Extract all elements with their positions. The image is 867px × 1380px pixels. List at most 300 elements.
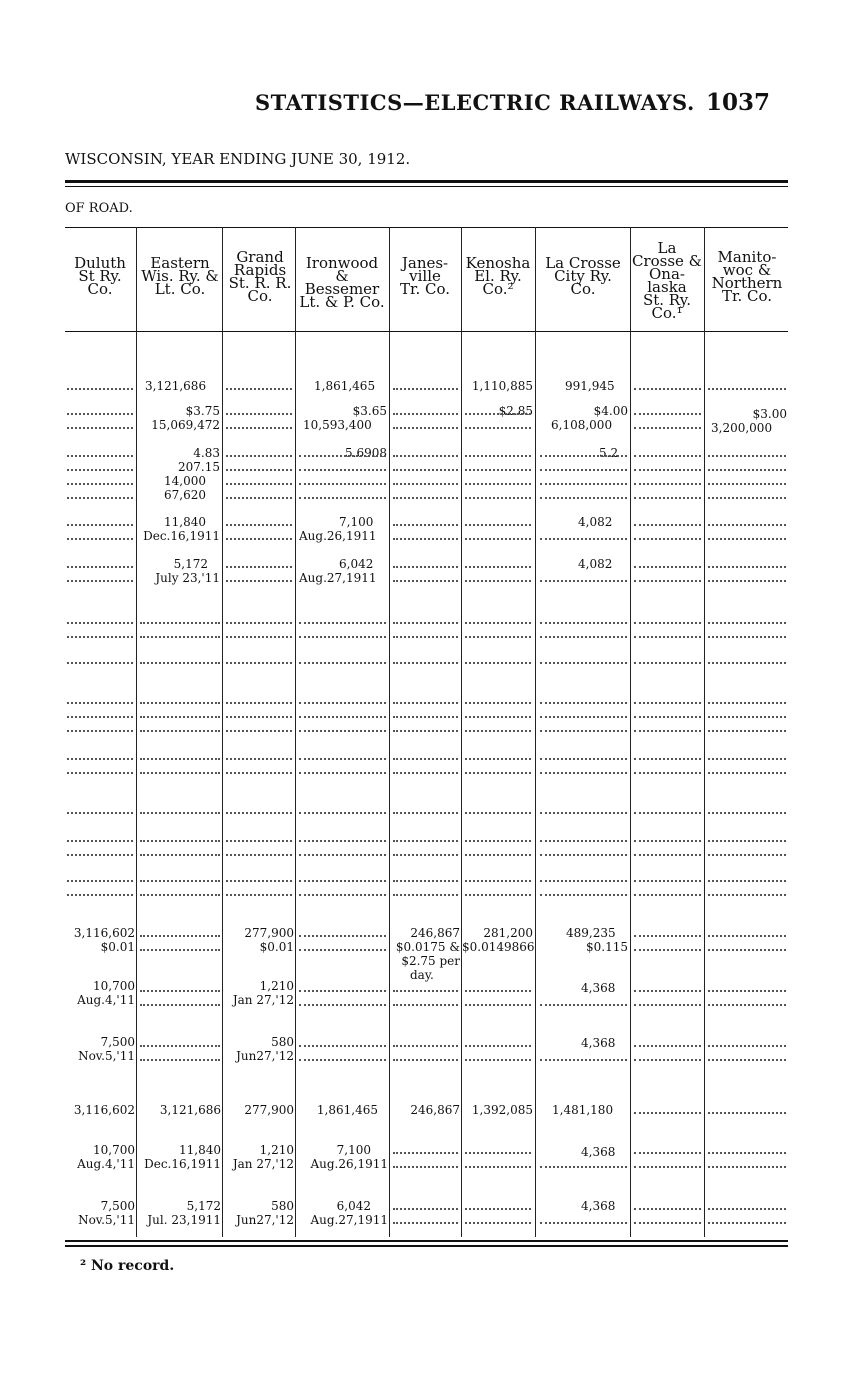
dotted-leader <box>708 880 786 882</box>
dotted-leader <box>634 880 701 882</box>
dotted-leader <box>634 730 701 732</box>
dotted-leader <box>708 497 786 499</box>
dotted-leader <box>540 702 627 704</box>
table-cell: 3,121,686 <box>159 1103 221 1117</box>
dotted-leader <box>540 455 627 457</box>
dotted-leader <box>634 990 701 992</box>
dotted-leader <box>540 622 627 624</box>
dotted-leader <box>393 1045 458 1047</box>
table-cell: $3.65 <box>352 404 387 418</box>
column-divider <box>630 227 631 1237</box>
dotted-leader <box>465 990 531 992</box>
dotted-leader <box>634 854 701 856</box>
column-header-janesville: Janes- ville Tr. Co. <box>399 254 451 298</box>
table-cell: 1,392,085 <box>471 1103 533 1117</box>
dotted-leader <box>393 1004 458 1006</box>
dotted-leader <box>634 772 701 774</box>
dotted-leader <box>67 497 133 499</box>
dotted-leader <box>465 636 531 638</box>
dotted-leader <box>140 636 220 638</box>
dotted-leader <box>67 730 133 732</box>
dotted-leader <box>67 622 133 624</box>
dotted-leader <box>540 538 627 540</box>
column-header-ironwood: Ironwood & Bessemer Lt. & P. Co. <box>299 254 385 311</box>
dotted-leader <box>634 455 701 457</box>
dotted-leader <box>67 854 133 856</box>
dotted-leader <box>140 854 220 856</box>
dotted-leader <box>465 1059 531 1061</box>
dotted-leader <box>226 840 292 842</box>
dotted-leader <box>393 636 458 638</box>
dotted-leader <box>393 840 458 842</box>
dotted-leader <box>67 772 133 774</box>
dotted-leader <box>634 580 701 582</box>
dotted-leader <box>465 1208 531 1210</box>
dotted-leader <box>634 1166 701 1168</box>
dotted-leader <box>299 702 386 704</box>
table-cell: $3.75 <box>185 404 220 418</box>
dotted-leader <box>393 812 458 814</box>
dotted-leader <box>393 427 458 429</box>
table-cell: 10,700 <box>93 1143 135 1157</box>
dotted-leader <box>708 566 786 568</box>
dotted-leader <box>226 538 292 540</box>
dotted-leader <box>708 812 786 814</box>
dotted-leader <box>393 538 458 540</box>
dotted-leader <box>393 894 458 896</box>
dotted-leader <box>540 1166 627 1168</box>
table-cell: $2.85 <box>498 404 533 418</box>
dotted-leader <box>393 772 458 774</box>
table-cell: 489,235 <box>566 926 616 940</box>
table-cell: Aug.27,1911 <box>299 571 377 585</box>
table-cell: 7,500 <box>100 1199 135 1213</box>
table-cell: 246,867 <box>410 926 460 940</box>
dotted-leader <box>634 935 701 937</box>
table-cell: July 23,'11 <box>155 571 220 585</box>
dotted-leader <box>465 730 531 732</box>
dotted-leader <box>299 636 386 638</box>
dotted-leader <box>299 840 386 842</box>
dotted-leader <box>140 1045 220 1047</box>
table-cell: $0.115 <box>586 940 628 954</box>
table-cell: 580 <box>271 1199 294 1213</box>
dotted-leader <box>393 483 458 485</box>
dotted-leader <box>708 622 786 624</box>
table-cell: 1,210 <box>259 1143 294 1157</box>
table-cell: 277,900 <box>244 926 294 940</box>
dotted-leader <box>708 949 786 951</box>
dotted-leader <box>226 388 292 390</box>
dotted-leader <box>140 840 220 842</box>
dotted-leader <box>465 812 531 814</box>
dotted-leader <box>708 854 786 856</box>
dotted-leader <box>708 1166 786 1168</box>
dotted-leader <box>67 566 133 568</box>
dotted-leader <box>67 524 133 526</box>
dotted-leader <box>465 1152 531 1154</box>
dotted-leader <box>708 1059 786 1061</box>
dotted-leader <box>393 990 458 992</box>
dotted-leader <box>393 497 458 499</box>
dotted-leader <box>140 935 220 937</box>
dotted-leader <box>634 483 701 485</box>
dotted-leader <box>393 716 458 718</box>
dotted-leader <box>708 840 786 842</box>
dotted-leader <box>393 702 458 704</box>
dotted-leader <box>634 524 701 526</box>
dotted-leader <box>299 662 386 664</box>
dotted-leader <box>226 636 292 638</box>
dotted-leader <box>708 772 786 774</box>
table-cell: $0.0149866 <box>462 940 535 954</box>
double-rule-bottom <box>65 1240 788 1242</box>
table-cell: Jun27,'12 <box>236 1213 294 1227</box>
table-cell: 207.15 <box>178 460 220 474</box>
dotted-leader <box>540 1222 627 1224</box>
dotted-leader <box>299 469 386 471</box>
dotted-leader <box>465 497 531 499</box>
dotted-leader <box>634 812 701 814</box>
table-cell: 5.6908 <box>345 446 387 460</box>
header-top-rule <box>65 227 788 228</box>
dotted-leader <box>67 716 133 718</box>
dotted-leader <box>67 538 133 540</box>
dotted-leader <box>540 880 627 882</box>
dotted-leader <box>465 758 531 760</box>
dotted-leader <box>67 840 133 842</box>
dotted-leader <box>299 497 386 499</box>
table-cell: $0.01 <box>259 940 294 954</box>
dotted-leader <box>708 894 786 896</box>
table-cell: 3,116,602 <box>73 926 135 940</box>
dotted-leader <box>67 636 133 638</box>
table-cell: $3.00 <box>752 407 787 421</box>
dotted-leader <box>465 622 531 624</box>
dotted-leader <box>634 840 701 842</box>
double-rule-bottom-2 <box>65 1245 788 1247</box>
dotted-leader <box>393 1152 458 1154</box>
dotted-leader <box>708 483 786 485</box>
dotted-leader <box>226 622 292 624</box>
dotted-leader <box>465 702 531 704</box>
dotted-leader <box>540 730 627 732</box>
dotted-leader <box>226 812 292 814</box>
dotted-leader <box>226 662 292 664</box>
table-cell: 246,867 <box>410 1103 460 1117</box>
dotted-leader <box>540 812 627 814</box>
dotted-leader <box>708 935 786 937</box>
table-cell: $2.75 per <box>401 954 460 968</box>
dotted-leader <box>634 758 701 760</box>
dotted-leader <box>299 1045 386 1047</box>
dotted-leader <box>634 662 701 664</box>
dotted-leader <box>299 772 386 774</box>
dotted-leader <box>393 880 458 882</box>
dotted-leader <box>140 1004 220 1006</box>
dotted-leader <box>634 413 701 415</box>
dotted-leader <box>708 716 786 718</box>
dotted-leader <box>634 469 701 471</box>
dotted-leader <box>465 662 531 664</box>
dotted-leader <box>634 427 701 429</box>
column-divider <box>704 227 705 1237</box>
dotted-leader <box>393 469 458 471</box>
dotted-leader <box>540 497 627 499</box>
dotted-leader <box>540 469 627 471</box>
table-cell: 7,500 <box>100 1035 135 1049</box>
dotted-leader <box>465 840 531 842</box>
table-cell: 67,620 <box>164 488 206 502</box>
table-cell: 11,840 <box>164 515 206 529</box>
column-header-kenosha: Kenosha El. Ry. Co.² <box>465 254 531 298</box>
table-cell: 580 <box>271 1035 294 1049</box>
table-cell: 277,900 <box>244 1103 294 1117</box>
dotted-leader <box>67 894 133 896</box>
dotted-leader <box>465 538 531 540</box>
table-cell: Jan 27,'12 <box>232 1157 294 1171</box>
table-cell: 4,082 <box>578 515 613 529</box>
dotted-leader <box>540 580 627 582</box>
table-cell: Aug.4,'11 <box>77 993 135 1007</box>
dotted-leader <box>540 894 627 896</box>
dotted-leader <box>393 413 458 415</box>
dotted-leader <box>708 388 786 390</box>
table-cell: 1,861,465 <box>314 379 376 393</box>
dotted-leader <box>465 469 531 471</box>
column-header-duluth: Duluth St Ry. Co. <box>74 254 126 298</box>
dotted-leader <box>708 455 786 457</box>
dotted-leader <box>634 1222 701 1224</box>
dotted-leader <box>393 1208 458 1210</box>
dotted-leader <box>634 622 701 624</box>
dotted-leader <box>634 1004 701 1006</box>
dotted-leader <box>226 469 292 471</box>
dotted-leader <box>140 758 220 760</box>
dotted-leader <box>226 894 292 896</box>
dotted-leader <box>465 455 531 457</box>
dotted-leader <box>299 1059 386 1061</box>
dotted-leader <box>465 1004 531 1006</box>
dotted-leader <box>393 1166 458 1168</box>
dotted-leader <box>393 854 458 856</box>
page-heading: STATISTICS—ELECTRIC RAILWAYS. <box>255 90 695 115</box>
dotted-leader <box>708 469 786 471</box>
dotted-leader <box>226 413 292 415</box>
dotted-leader <box>140 880 220 882</box>
dotted-leader <box>465 1166 531 1168</box>
section-label: OF ROAD. <box>65 201 133 216</box>
dotted-leader <box>67 483 133 485</box>
dotted-leader <box>299 935 386 937</box>
table-cell: 1,481,180 <box>552 1103 614 1117</box>
dotted-leader <box>226 497 292 499</box>
dotted-leader <box>465 1045 531 1047</box>
table-cell: $4.00 <box>593 404 628 418</box>
table-cell: 991,945 <box>565 379 615 393</box>
dotted-leader <box>708 990 786 992</box>
dotted-leader <box>540 854 627 856</box>
dotted-leader <box>299 455 386 457</box>
table-cell: 4,082 <box>578 557 613 571</box>
dotted-leader <box>393 580 458 582</box>
table-cell: 1,861,465 <box>316 1103 378 1117</box>
table-cell: 6,042 <box>339 557 374 571</box>
dotted-leader <box>465 772 531 774</box>
table-cell: Aug.26,1911 <box>310 1157 388 1171</box>
dotted-leader <box>465 1222 531 1224</box>
dotted-leader <box>465 854 531 856</box>
dotted-leader <box>140 949 220 951</box>
table-cell: 5,172 <box>173 557 208 571</box>
page-number: 1037 <box>706 89 771 116</box>
dotted-leader <box>299 622 386 624</box>
table-cell: 5.2 <box>599 446 619 460</box>
dotted-leader <box>708 1045 786 1047</box>
table-cell: Jun27,'12 <box>236 1049 294 1063</box>
dotted-leader <box>634 636 701 638</box>
dotted-leader <box>708 1004 786 1006</box>
dotted-leader <box>393 388 458 390</box>
dotted-leader <box>67 880 133 882</box>
dotted-leader <box>634 1208 701 1210</box>
dotted-leader <box>634 894 701 896</box>
dotted-leader <box>67 455 133 457</box>
dotted-leader <box>299 854 386 856</box>
dotted-leader <box>226 566 292 568</box>
dotted-leader <box>226 758 292 760</box>
table-cell: Aug.26,1911 <box>299 529 377 543</box>
dotted-leader <box>299 990 386 992</box>
dotted-leader <box>465 413 531 415</box>
dotted-leader <box>140 894 220 896</box>
dotted-leader <box>299 894 386 896</box>
dotted-leader <box>67 580 133 582</box>
dotted-leader <box>299 880 386 882</box>
table-cell: 10,593,400 <box>303 418 372 432</box>
dotted-leader <box>140 702 220 704</box>
table-cell: 3,121,686 <box>145 379 207 393</box>
dotted-leader <box>393 730 458 732</box>
dotted-leader <box>540 772 627 774</box>
column-divider <box>461 227 462 1237</box>
dotted-leader <box>708 538 786 540</box>
dotted-leader <box>226 455 292 457</box>
dotted-leader <box>540 636 627 638</box>
table-cell: Nov.5,'11 <box>78 1213 135 1227</box>
dotted-leader <box>708 730 786 732</box>
dotted-leader <box>140 730 220 732</box>
double-rule-top-2 <box>65 186 788 187</box>
table-subheading: WISCONSIN, YEAR ENDING JUNE 30, 1912. <box>65 150 411 168</box>
dotted-leader <box>140 772 220 774</box>
dotted-leader <box>67 388 133 390</box>
dotted-leader <box>299 1004 386 1006</box>
table-cell: 1,110,885 <box>471 379 533 393</box>
dotted-leader <box>226 730 292 732</box>
table-cell: 4,368 <box>581 981 616 995</box>
dotted-leader <box>140 990 220 992</box>
table-cell: 11,840 <box>179 1143 221 1157</box>
dotted-leader <box>393 662 458 664</box>
table-cell: 4,368 <box>581 1145 616 1159</box>
table-cell: 15,069,472 <box>151 418 220 432</box>
table-cell: Jul. 23,1911 <box>147 1213 221 1227</box>
column-divider <box>295 227 296 1237</box>
dotted-leader <box>634 388 701 390</box>
dotted-leader <box>393 622 458 624</box>
dotted-leader <box>708 1222 786 1224</box>
table-cell: Dec.16,1911 <box>143 529 220 543</box>
table-cell: 5,172 <box>186 1199 221 1213</box>
dotted-leader <box>708 636 786 638</box>
dotted-leader <box>634 497 701 499</box>
footnote: ² No record. <box>80 1258 175 1274</box>
dotted-leader <box>67 413 133 415</box>
dotted-leader <box>708 524 786 526</box>
table-cell: 6,108,000 <box>551 418 613 432</box>
dotted-leader <box>393 524 458 526</box>
dotted-leader <box>393 758 458 760</box>
dotted-leader <box>140 812 220 814</box>
table-cell: 1,210 <box>259 979 294 993</box>
table-cell: $0.01 <box>100 940 135 954</box>
dotted-leader <box>67 702 133 704</box>
dotted-leader <box>465 524 531 526</box>
table-cell: 10,700 <box>93 979 135 993</box>
double-rule-top <box>65 180 788 183</box>
dotted-leader <box>465 580 531 582</box>
dotted-leader <box>67 758 133 760</box>
column-divider <box>535 227 536 1237</box>
table-cell: 4,368 <box>581 1036 616 1050</box>
dotted-leader <box>140 716 220 718</box>
dotted-leader <box>226 524 292 526</box>
table-cell: Aug.4,'11 <box>77 1157 135 1171</box>
dotted-leader <box>634 1059 701 1061</box>
dotted-leader <box>67 469 133 471</box>
dotted-leader <box>140 662 220 664</box>
dotted-leader <box>140 1059 220 1061</box>
table-cell: 4,368 <box>581 1199 616 1213</box>
dotted-leader <box>634 566 701 568</box>
column-header-eastern-wis: Eastern Wis. Ry. & Lt. Co. <box>141 254 219 298</box>
table-cell: 6,042 <box>336 1199 371 1213</box>
dotted-leader <box>634 538 701 540</box>
dotted-leader <box>299 812 386 814</box>
table-cell: 7,100 <box>339 515 374 529</box>
dotted-leader <box>299 483 386 485</box>
table-cell: 4.83 <box>193 446 220 460</box>
table-cell: Aug.27,1911 <box>310 1213 388 1227</box>
dotted-leader <box>540 1059 627 1061</box>
dotted-leader <box>299 949 386 951</box>
column-divider <box>389 227 390 1237</box>
table-cell: day. <box>410 968 434 982</box>
table-cell: 3,200,000 <box>711 421 773 435</box>
dotted-leader <box>634 716 701 718</box>
dotted-leader <box>540 840 627 842</box>
dotted-leader <box>465 483 531 485</box>
dotted-leader <box>226 427 292 429</box>
dotted-leader <box>393 1059 458 1061</box>
dotted-leader <box>540 662 627 664</box>
dotted-leader <box>226 880 292 882</box>
dotted-leader <box>708 1208 786 1210</box>
dotted-leader <box>226 772 292 774</box>
dotted-leader <box>393 455 458 457</box>
dotted-leader <box>634 949 701 951</box>
